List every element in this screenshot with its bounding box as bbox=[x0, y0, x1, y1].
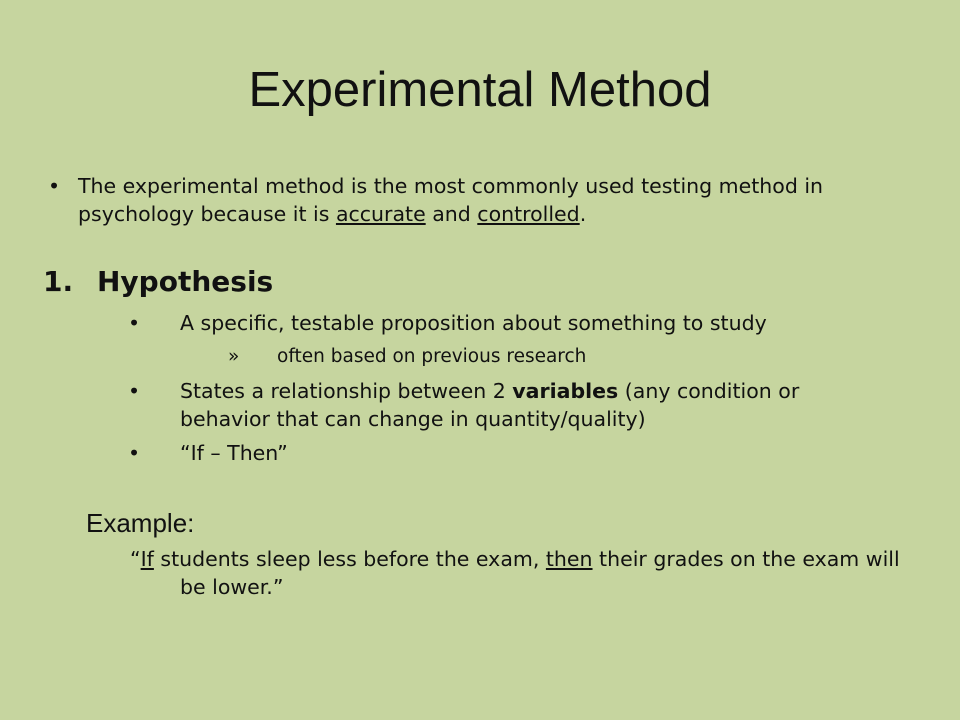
example-text-middle: students sleep less before the exam, bbox=[153, 547, 546, 571]
slide-title: Experimental Method bbox=[248, 63, 712, 117]
hypothesis-sub-bullet-text: often based on previous research bbox=[277, 346, 587, 367]
section-heading bbox=[43, 262, 273, 302]
example-quote-open: “ bbox=[130, 547, 141, 571]
hypothesis-bullet-2-bold: variables bbox=[512, 379, 619, 403]
example-underline-if: If bbox=[140, 547, 154, 571]
bullet-marker: • bbox=[128, 311, 141, 335]
intro-underline-accurate: accurate bbox=[335, 202, 426, 226]
bullet-marker: • bbox=[48, 174, 61, 198]
hypothesis-bullet-2-text bbox=[180, 377, 888, 433]
hypothesis-bullet-3-text: “If – Then” bbox=[180, 441, 288, 465]
example-text-after: their grades on the exam will be lower.” bbox=[180, 547, 900, 599]
hypothesis-bullet-3 bbox=[128, 439, 888, 467]
intro-bullet bbox=[48, 172, 918, 228]
bullet-marker: • bbox=[128, 441, 141, 465]
intro-text-before: The experimental method is the most commonly used testing method in psychology because it is bbox=[78, 174, 824, 226]
example-quote bbox=[130, 545, 900, 601]
hypothesis-bullet-2 bbox=[128, 377, 888, 433]
sub-bullet-marker: » bbox=[228, 346, 240, 367]
intro-text-middle: and bbox=[425, 202, 478, 226]
example-label: Example: bbox=[86, 508, 195, 538]
intro-text bbox=[78, 172, 918, 228]
bullet-marker: • bbox=[128, 379, 141, 403]
hypothesis-bullet-1 bbox=[128, 309, 888, 337]
section-number: 1. bbox=[43, 265, 74, 298]
intro-underline-controlled: controlled bbox=[477, 202, 580, 226]
hypothesis-bullet-1-text: A specific, testable proposition about something to study bbox=[180, 311, 767, 335]
section-heading-text: Hypothesis bbox=[97, 265, 274, 298]
hypothesis-bullet-2-before: States a relationship between 2 bbox=[180, 379, 513, 403]
hypothesis-bullet-2-after: (any condition or behavior that can change in quantity/quality) bbox=[180, 379, 800, 431]
example-underline-then: then bbox=[545, 547, 593, 571]
intro-text-after: . bbox=[579, 202, 587, 226]
hypothesis-sub-bullet bbox=[228, 344, 586, 370]
